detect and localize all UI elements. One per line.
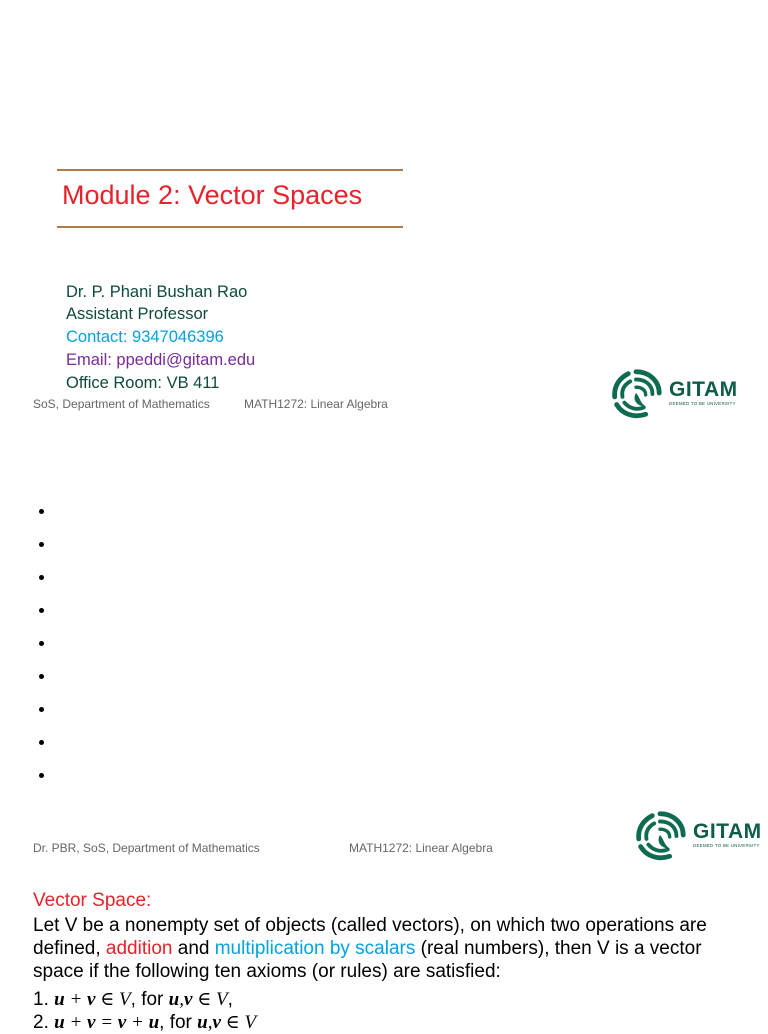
bullet-5 [39, 641, 44, 646]
math-comma: , [207, 1012, 213, 1033]
bullet-6 [39, 674, 44, 679]
math-element-of: ∈ [220, 1012, 245, 1033]
bullet-9 [39, 773, 44, 778]
office-room: Office Room: VB 411 [66, 374, 220, 392]
footer-course: MATH1272: Linear Algebra [349, 841, 493, 855]
math-element-of: ∈ [192, 989, 217, 1010]
axiom-2 [33, 1011, 256, 1034]
logo-wordmark: GITAM [669, 378, 738, 402]
gitam-logo [607, 363, 738, 423]
math-element-of: ∈ [95, 989, 120, 1010]
contact-email[interactable]: Email: ppeddi@gitam.edu [66, 351, 256, 369]
math-u: u [148, 1012, 160, 1033]
definition-text: Let V be a nonempty set of objects (called vectors), on which two operations are defined, [33, 915, 707, 959]
gitam-emblem-icon [607, 363, 665, 423]
gitam-logo [631, 805, 762, 865]
axiom-1-end: , [227, 989, 233, 1010]
math-v: v [87, 989, 96, 1010]
math-V: V [216, 989, 228, 1010]
footer-course: MATH1272: Linear Algebra [244, 397, 388, 411]
math-v: v [184, 989, 193, 1010]
contact-phone: Contact: 9347046396 [66, 328, 224, 346]
author-name: Dr. P. Phani Bushan Rao [66, 283, 248, 301]
math-v: v [117, 1012, 127, 1033]
bullet-8 [39, 740, 44, 745]
axiom-1-for: , for [130, 989, 169, 1010]
footer-department: Dr. PBR, SoS, Department of Mathematics [33, 841, 260, 855]
title-bottom-rule [57, 226, 403, 228]
math-u: u [54, 1012, 65, 1033]
axiom-2-number: 2. [33, 1012, 55, 1033]
scalar-multiplication-term: multiplication by scalars [214, 938, 416, 959]
logo-wordmark: GITAM [693, 820, 762, 844]
author-position: Assistant Professor [66, 305, 209, 323]
bullet-1 [39, 509, 44, 514]
bullet-2 [39, 542, 44, 547]
math-comma: , [179, 989, 184, 1010]
axiom-1-number: 1. [33, 989, 55, 1010]
math-plus: + [126, 1012, 149, 1033]
gitam-emblem-icon [631, 805, 689, 865]
math-u: u [54, 989, 65, 1010]
bullet-3 [39, 575, 44, 580]
vector-space-definition [33, 914, 753, 983]
addition-term: addition [105, 938, 173, 959]
math-V: V [119, 989, 131, 1010]
bullet-4 [39, 608, 44, 613]
module-title: Module 2: Vector Spaces [62, 180, 363, 210]
axiom-1 [33, 988, 233, 1011]
math-u: u [168, 989, 180, 1010]
definition-and: and [172, 938, 215, 959]
bullet-7 [39, 707, 44, 712]
logo-tagline: DEEMED TO BE UNIVERSITY [669, 401, 736, 407]
math-u: u [197, 1012, 208, 1033]
math-v: v [212, 1012, 221, 1033]
footer-department: SoS, Department of Mathematics [33, 397, 210, 411]
vector-space-heading: Vector Space: [33, 890, 152, 911]
math-equals: = [95, 1012, 118, 1033]
math-v: v [87, 1012, 96, 1033]
logo-tagline: DEEMED TO BE UNIVERSITY [693, 843, 760, 849]
math-plus: + [64, 1012, 88, 1033]
math-V: V [244, 1012, 257, 1033]
definition-text-end: (real numbers), then V is a vector space if the following ten axioms (or rules) are satisfied: [33, 938, 702, 982]
title-top-rule [57, 169, 403, 171]
axiom-2-for: , for [159, 1012, 198, 1033]
math-plus: + [64, 989, 88, 1010]
